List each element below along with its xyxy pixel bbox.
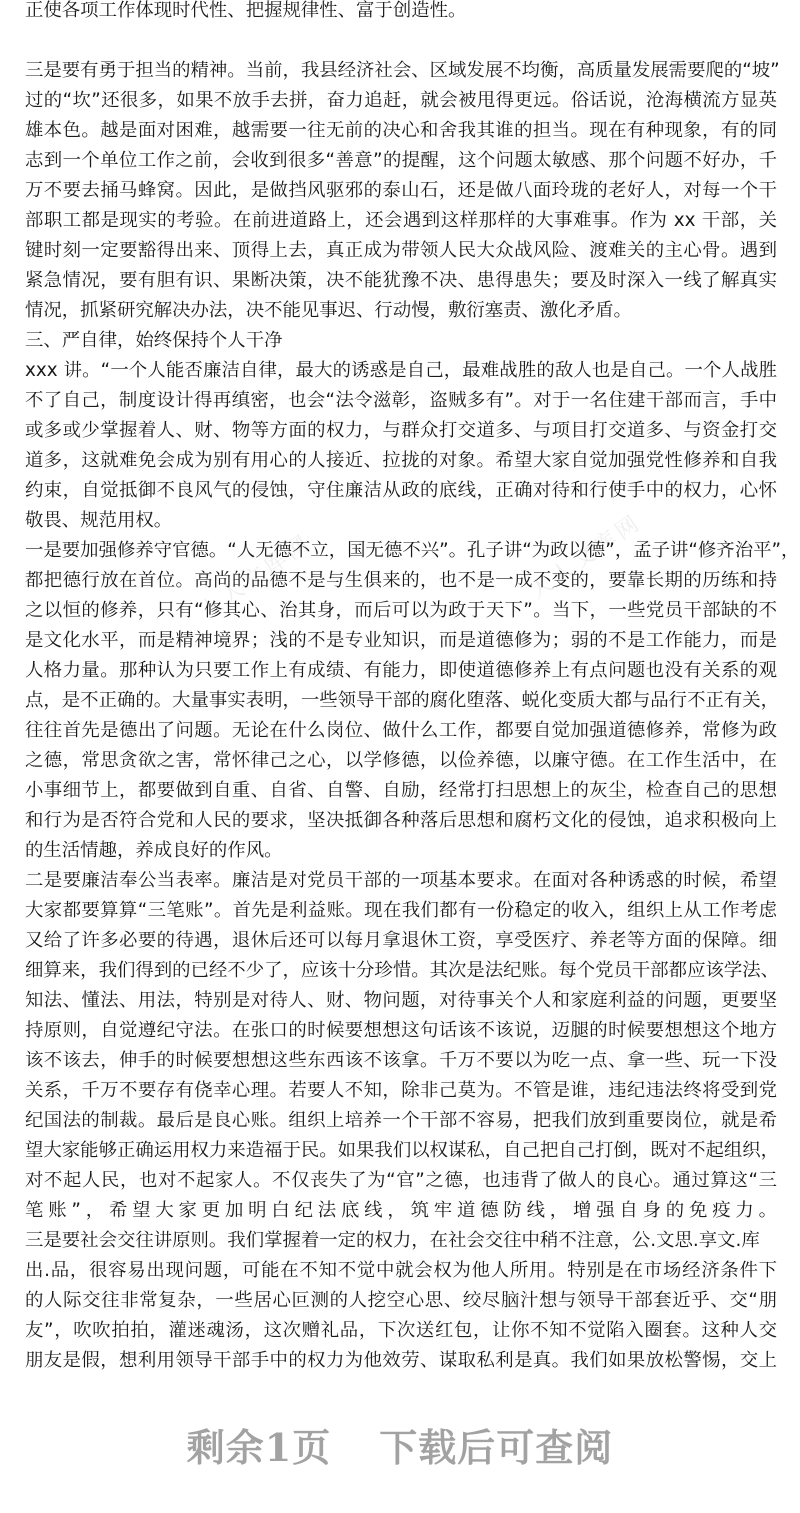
text-line: 友”，吹吹拍拍，灌迷魂汤，这次赠礼品，下次送红包，让你不知不觉陷入圈套。这种人交: [25, 1320, 777, 1341]
text-line: [25, 26, 777, 56]
text-line: 正使各项工作体现时代性、把握规律性、富于创造性。: [25, 0, 467, 21]
text-line: 过的“坎”还很多，如果不放手去拼，奋力追赶，就会被甩得更远。俗话说，沧海横流方显英: [25, 90, 777, 111]
text-line: 的生活情趣，养成良好的作风。: [25, 840, 283, 861]
text-line: 小事细节上，都要做到自重、自省、自警、自励，经常打扫思想上的灰尘，检查自己的思想: [25, 780, 777, 801]
text-line: 雄本色。越是面对困难，越需要一往无前的决心和舍我其谁的担当。现在有种现象，有的同: [25, 120, 777, 141]
text-line: 望大家能够正确运用权力来造福于民。如果我们以权谋私，自己把自己打倒，既对不起组织，: [25, 1140, 780, 1161]
text-line: 紧急情况，要有胆有识、果断决策，决不能犹豫不决、患得患失；要及时深入一线了解真实: [25, 270, 777, 291]
text-line: 大家都要算算“三笔账”。首先是利益账。现在我们都有一份稳定的收入，组织上从工作考虑: [25, 900, 777, 921]
section-heading: 三、严自律，始终保持个人干净: [25, 330, 283, 351]
text-line: 该不该去，伸手的时候要想想这些东西该不该拿。千万不要以为吃一点、拿一些、玩一下没: [25, 1050, 777, 1071]
text-line: xxx 讲。“一个人能否廉洁自律，最大的诱惑是自己，最难战胜的敌人也是自己。一个人战胜: [25, 360, 777, 381]
text-line: 持原则，自觉遵纪守法。在张口的时候要想想这句话该不该说，迈腿的时候要想想这个地方: [25, 1020, 777, 1041]
download-to-view-text: 下载后可查阅: [379, 1424, 614, 1470]
watermark: 人人文库网: [525, 509, 647, 605]
text-line: 细算来，我们得到的已经不少了，应该十分珍惜。其次是法纪账。每个党员干部都应该学法、: [25, 960, 780, 981]
text-line: 一是要加强修养守官德。“人无德不立，国无德不兴”。孔子讲“为政以德”，孟子讲“修齐治平”，: [25, 540, 800, 561]
text-line: 的人际交往非常复杂，一些居心叵测的人挖空心思、绞尽脑汁想与领导干部套近乎、交“朋: [25, 1290, 777, 1311]
text-line: 关系，千万不要存有侥幸心理。若要人不知，除非己莫为。不管是谁，违纪违法终将受到党: [25, 1080, 777, 1101]
download-banner[interactable]: [0, 1409, 800, 1479]
text-line: 情况，抓紧研究解决办法，决不能见事迟、行动慢，敷衍塞责、激化矛盾。: [25, 300, 632, 321]
watermark: 人人文库网: [195, 529, 317, 625]
text-line: 是文化水平，而是精神境界；浅的不是专业知识，而是道德修为；弱的不是工作能力，而是: [25, 630, 777, 651]
text-line: 万不要去捅马蜂窝。因此，是做挡风驱邪的泰山石，还是做八面玲珑的老好人，对每一个干: [25, 180, 777, 201]
text-line: 不了自己，制度设计得再缜密，也会“法令滋彰，盗贼多有”。对于一名住建干部而言，手中: [25, 390, 777, 411]
text-line: 都把德行放在首位。高尚的品德不是与生俱来的，也不是一成不变的，要靠长期的历练和持: [25, 570, 777, 591]
text-line: 道多，这就难免会成为别有用心的人接近、拉拢的对象。希望大家自觉加强党性修养和自我: [25, 450, 777, 471]
text-line: 笔账”，希望大家更加明白纪法底线，筑牢道德防线，增强自身的免疫力。: [25, 1200, 777, 1221]
text-line: 和行为是否符合党和人民的要求，坚决抵御各种落后思想和腐朽文化的侵蚀，追求积极向上: [25, 810, 777, 831]
text-line: 志到一个单位工作之前，会收到很多“善意”的提醒，这个问题太敏感、那个问题不好办，千: [25, 150, 777, 171]
text-line: 人格力量。那种认为只要工作上有成绩、有能力，即使道德修养上有点问题也没有关系的观: [25, 660, 777, 681]
text-line: 三是要社会交往讲原则。我们掌握着一定的权力，在社会交往中稍不注意，公.文思.享文.库: [25, 1230, 760, 1251]
text-line: 或多或少掌握着人、财、物等方面的权力，与群众打交道多、与项目打交道多、与资金打交: [25, 420, 777, 441]
text-line: 出.品，很容易出现问题，可能在不知不觉中就会权为他人所用。特别是在市场经济条件下: [25, 1260, 777, 1281]
text-line: 之德，常思贪欲之害，常怀律己之心，以学修德，以俭养德，以廉守德。在工作生活中，在: [25, 750, 777, 771]
text-line: 又给了许多必要的待遇，退休后还可以每月拿退休工资，享受医疗、养老等方面的保障。细: [25, 930, 777, 951]
text-line: 三是要有勇于担当的精神。当前，我县经济社会、区域发展不均衡，高质量发展需要爬的“坡”: [25, 60, 780, 81]
text-line: 对不起人民，也对不起家人。不仅丧失了为“官”之德，也违背了做人的良心。通过算这“三: [25, 1170, 777, 1191]
text-line: 敬畏、规范用权。: [25, 510, 173, 531]
text-line: 约束，自觉抵御不良风气的侵蚀，守住廉洁从政的底线，正确对待和行使手中的权力，心怀: [25, 480, 777, 501]
text-line: 二是要廉洁奉公当表率。廉洁是对党员干部的一项基本要求。在面对各种诱惑的时候，希望: [25, 870, 777, 891]
text-line: 朋友是假，想利用领导干部手中的权力为他效劳、谋取私利是真。我们如果放松警惕，交上: [25, 1350, 777, 1371]
text-line: 往往首先是德出了问题。无论在什么岗位、做什么工作，都要自觉加强道德修养，常修为政: [25, 720, 777, 741]
text-line: 知法、懂法、用法，特别是对待人、财、物问题，对待事关个人和家庭利益的问题，更要坚: [25, 990, 777, 1011]
text-line: 键时刻一定要豁得出来、顶得上去，真正成为带领人民大众战风险、渡难关的主心骨。遇到: [25, 240, 777, 261]
text-line: 之以恒的修养，只有“修其心、治其身，而后可以为政于天下”。当下，一些党员干部缺的不: [25, 600, 777, 621]
remaining-pages-text: 剩余1页: [186, 1424, 332, 1470]
text-line: 点，是不正确的。大量事实表明，一些领导干部的腐化堕落、蜕化变质大都与品行不正有关，: [25, 690, 780, 711]
text-line: 部职工都是现实的考验。在前进道路上，还会遇到这样那样的大事难事。作为 xx 干部，关: [25, 210, 777, 231]
text-line: 纪国法的制裁。最后是良心账。组织上培养一个干部不容易，把我们放到重要岗位，就是希: [25, 1110, 777, 1131]
